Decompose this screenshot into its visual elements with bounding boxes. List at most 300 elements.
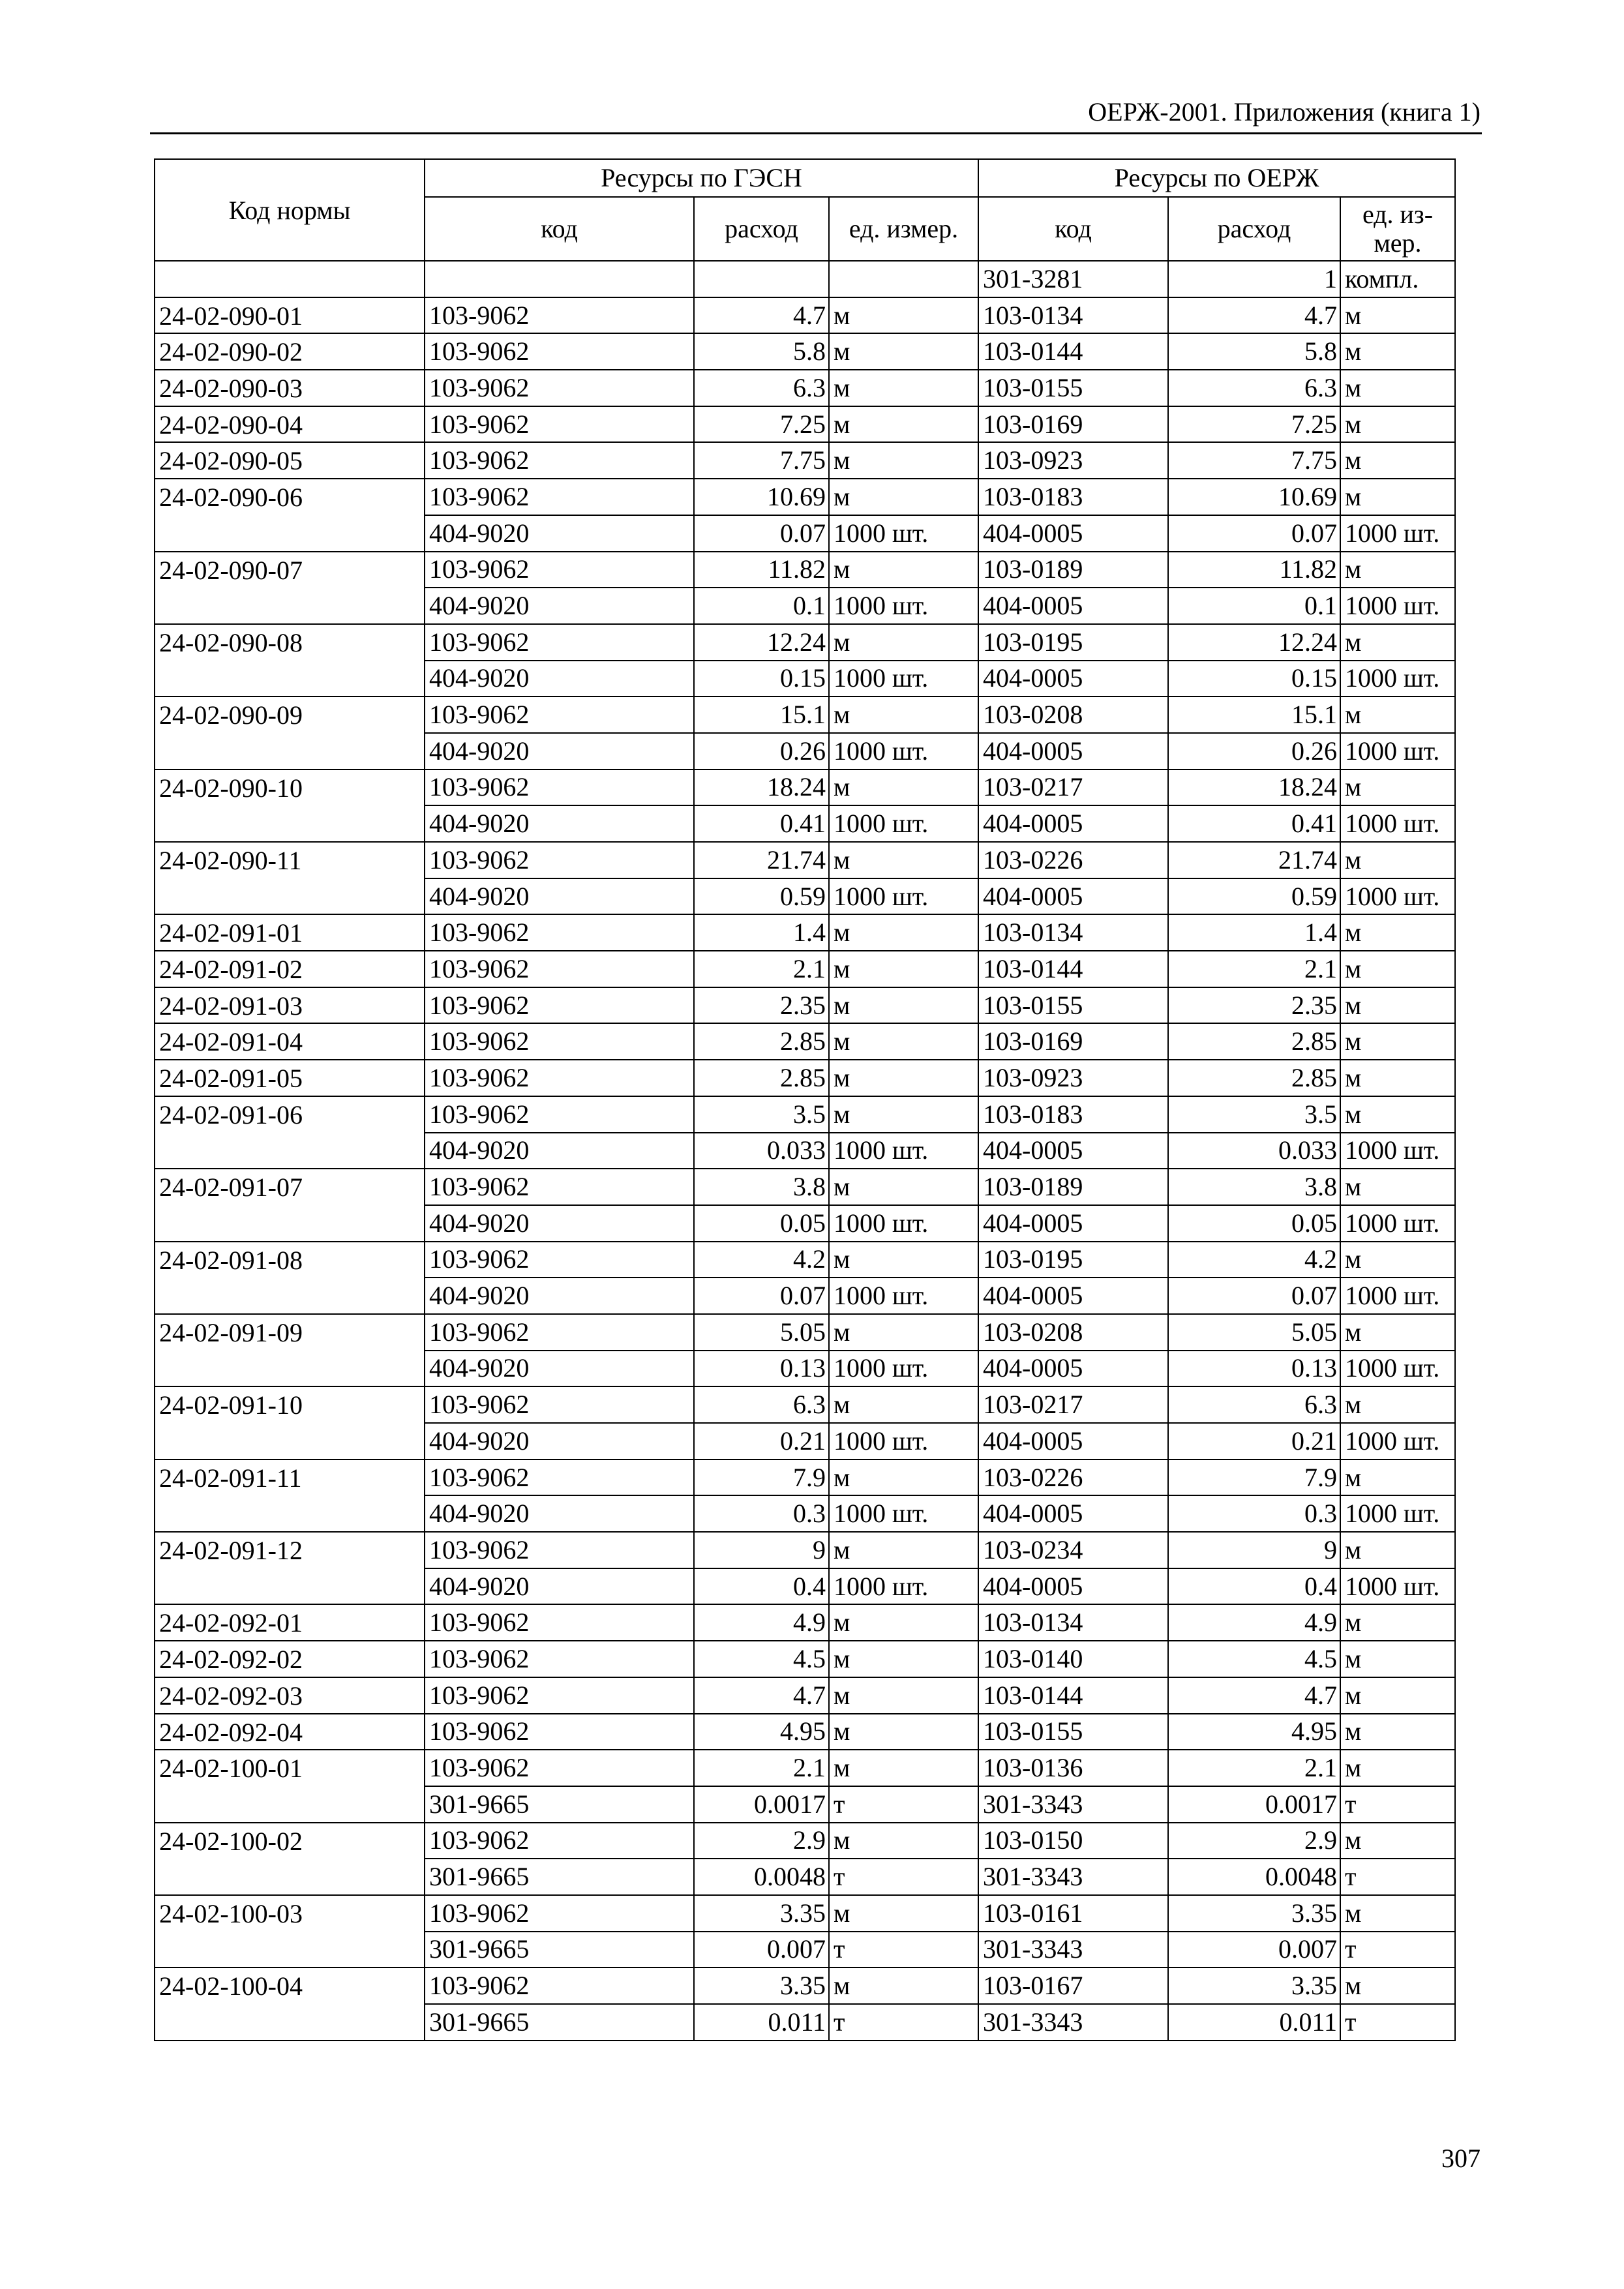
cell-oerzh-code: 103-0923: [978, 442, 1168, 479]
cell-gesn-amount: 4.9: [694, 1604, 829, 1641]
table-row: [155, 1023, 1455, 1060]
cell-oerzh-amount: 0.59: [1168, 878, 1340, 915]
table-row: [155, 479, 1455, 515]
cell-gesn-unit: м: [829, 1060, 978, 1096]
cell-gesn-amount: 3.5: [694, 1096, 829, 1133]
cell-gesn-unit: м: [829, 406, 978, 443]
cell-norm-code: 24-02-091-12: [155, 1532, 425, 1604]
cell-norm-code: 24-02-090-02: [155, 333, 425, 370]
cell-gesn-unit: м: [829, 1242, 978, 1278]
cell-oerzh-code: 103-0234: [978, 1532, 1168, 1568]
cell-oerzh-code: 103-0144: [978, 333, 1168, 370]
cell-oerzh-amount: 4.5: [1168, 1641, 1340, 1677]
cell-norm-code: 24-02-091-10: [155, 1386, 425, 1459]
cell-gesn-amount: 4.2: [694, 1242, 829, 1278]
cell-oerzh-amount: 18.24: [1168, 770, 1340, 806]
cell-oerzh-unit: м: [1340, 1641, 1455, 1677]
subheader-gesn-amount: расход: [694, 197, 829, 261]
cell-oerzh-code: 103-0208: [978, 1314, 1168, 1351]
cell-oerzh-unit: м: [1340, 1823, 1455, 1859]
cell-oerzh-amount: 0.0048: [1168, 1859, 1340, 1895]
cell-gesn-amount: 0.05: [694, 1205, 829, 1242]
cell-gesn-code: 103-9062: [425, 1532, 694, 1568]
cell-gesn-unit: м: [829, 1532, 978, 1568]
cell-oerzh-code: 103-0189: [978, 552, 1168, 588]
cell-gesn-amount: 4.95: [694, 1714, 829, 1750]
cell-gesn-amount: 2.9: [694, 1823, 829, 1859]
cell-gesn-code: 103-9062: [425, 624, 694, 661]
cell-oerzh-code: 103-0134: [978, 914, 1168, 951]
cell-oerzh-code: 404-0005: [978, 661, 1168, 697]
cell-oerzh-code: 103-0217: [978, 1386, 1168, 1423]
cell-gesn-unit: м: [829, 1967, 978, 2004]
cell-oerzh-unit: 1000 шт.: [1340, 515, 1455, 552]
cell-oerzh-unit: 1000 шт.: [1340, 733, 1455, 770]
cell-gesn-code: 103-9062: [425, 1023, 694, 1060]
table-row: [155, 1641, 1455, 1677]
cell-norm-code: 24-02-090-05: [155, 442, 425, 479]
cell-oerzh-amount: 1: [1168, 261, 1340, 297]
cell-oerzh-code: 103-0144: [978, 1677, 1168, 1714]
cell-gesn-amount: [694, 261, 829, 297]
cell-oerzh-code: 103-0226: [978, 1459, 1168, 1496]
cell-gesn-code: 404-9020: [425, 1351, 694, 1387]
cell-gesn-unit: м: [829, 333, 978, 370]
cell-gesn-amount: 21.74: [694, 842, 829, 878]
cell-oerzh-code: 103-0161: [978, 1895, 1168, 1932]
cell-gesn-amount: 0.0048: [694, 1859, 829, 1895]
cell-oerzh-amount: 0.15: [1168, 661, 1340, 697]
cell-gesn-amount: 3.35: [694, 1967, 829, 2004]
cell-gesn-amount: 0.3: [694, 1495, 829, 1532]
cell-norm-code: [155, 261, 425, 297]
cell-gesn-code: 103-9062: [425, 770, 694, 806]
cell-gesn-amount: 2.85: [694, 1023, 829, 1060]
cell-oerzh-code: 103-0226: [978, 842, 1168, 878]
cell-norm-code: 24-02-090-10: [155, 770, 425, 842]
cell-oerzh-unit: м: [1340, 1714, 1455, 1750]
cell-gesn-amount: 0.13: [694, 1351, 829, 1387]
cell-gesn-code: 103-9062: [425, 1386, 694, 1423]
cell-oerzh-unit: м: [1340, 1895, 1455, 1932]
cell-oerzh-amount: 2.1: [1168, 951, 1340, 987]
cell-oerzh-amount: 7.25: [1168, 406, 1340, 443]
table-row: [155, 696, 1455, 733]
cell-gesn-amount: 0.15: [694, 661, 829, 697]
cell-norm-code: 24-02-090-08: [155, 624, 425, 696]
subheader-gesn-code: код: [425, 197, 694, 261]
cell-gesn-unit: м: [829, 1641, 978, 1677]
table-row: [155, 1060, 1455, 1096]
table-header: [155, 159, 1455, 261]
cell-oerzh-unit: м: [1340, 406, 1455, 443]
cell-gesn-unit: 1000 шт.: [829, 1495, 978, 1532]
cell-oerzh-code: 404-0005: [978, 733, 1168, 770]
cell-oerzh-code: 301-3281: [978, 261, 1168, 297]
table-row: [155, 842, 1455, 878]
cell-oerzh-unit: м: [1340, 1096, 1455, 1133]
cell-oerzh-unit: м: [1340, 1604, 1455, 1641]
cell-gesn-code: 404-9020: [425, 805, 694, 842]
table-row: [155, 951, 1455, 987]
cell-oerzh-amount: 2.9: [1168, 1823, 1340, 1859]
cell-oerzh-amount: 15.1: [1168, 696, 1340, 733]
cell-oerzh-unit: м: [1340, 624, 1455, 661]
cell-gesn-unit: м: [829, 1895, 978, 1932]
cell-gesn-unit: м: [829, 370, 978, 406]
cell-gesn-code: 404-9020: [425, 1133, 694, 1169]
cell-oerzh-code: 404-0005: [978, 588, 1168, 624]
cell-gesn-amount: 3.8: [694, 1169, 829, 1205]
cell-norm-code: 24-02-091-07: [155, 1169, 425, 1241]
cell-gesn-unit: 1000 шт.: [829, 1423, 978, 1459]
cell-oerzh-amount: 3.8: [1168, 1169, 1340, 1205]
cell-oerzh-unit: 1000 шт.: [1340, 588, 1455, 624]
cell-oerzh-code: 404-0005: [978, 1133, 1168, 1169]
table-row: [155, 1823, 1455, 1859]
cell-norm-code: 24-02-091-08: [155, 1242, 425, 1314]
table-row: [155, 1895, 1455, 1932]
table-row: [155, 406, 1455, 443]
cell-gesn-unit: 1000 шт.: [829, 1278, 978, 1314]
cell-gesn-unit: 1000 шт.: [829, 733, 978, 770]
cell-oerzh-amount: 4.2: [1168, 1242, 1340, 1278]
cell-gesn-amount: 0.59: [694, 878, 829, 915]
cell-oerzh-code: 103-0189: [978, 1169, 1168, 1205]
cell-gesn-code: 103-9062: [425, 1242, 694, 1278]
cell-oerzh-unit: 1000 шт.: [1340, 1278, 1455, 1314]
cell-oerzh-amount: 6.3: [1168, 370, 1340, 406]
cell-gesn-code: 103-9062: [425, 370, 694, 406]
cell-norm-code: 24-02-091-05: [155, 1060, 425, 1096]
cell-oerzh-unit: м: [1340, 297, 1455, 334]
cell-oerzh-code: 404-0005: [978, 1423, 1168, 1459]
cell-gesn-unit: 1000 шт.: [829, 1568, 978, 1605]
cell-gesn-code: 404-9020: [425, 1568, 694, 1605]
cell-norm-code: 24-02-091-04: [155, 1023, 425, 1060]
cell-oerzh-amount: 10.69: [1168, 479, 1340, 515]
cell-gesn-amount: 4.5: [694, 1641, 829, 1677]
table-row: [155, 987, 1455, 1024]
cell-oerzh-unit: м: [1340, 1060, 1455, 1096]
cell-gesn-unit: т: [829, 1932, 978, 1968]
table-row: [155, 914, 1455, 951]
cell-norm-code: 24-02-091-01: [155, 914, 425, 951]
cell-oerzh-amount: 0.26: [1168, 733, 1340, 770]
cell-gesn-unit: 1000 шт.: [829, 805, 978, 842]
cell-norm-code: 24-02-091-11: [155, 1459, 425, 1532]
table-row: [155, 297, 1455, 334]
cell-oerzh-amount: 7.9: [1168, 1459, 1340, 1496]
cell-oerzh-unit: т: [1340, 1859, 1455, 1895]
cell-norm-code: 24-02-100-02: [155, 1823, 425, 1895]
cell-gesn-unit: м: [829, 770, 978, 806]
cell-oerzh-unit: т: [1340, 2004, 1455, 2041]
cell-gesn-unit: м: [829, 842, 978, 878]
cell-oerzh-unit: м: [1340, 552, 1455, 588]
cell-oerzh-amount: 0.007: [1168, 1932, 1340, 1968]
cell-norm-code: 24-02-091-09: [155, 1314, 425, 1386]
cell-gesn-unit: м: [829, 1604, 978, 1641]
col-group-oerzh: Ресурсы по ОЕРЖ: [978, 159, 1455, 197]
cell-oerzh-amount: 0.4: [1168, 1568, 1340, 1605]
cell-gesn-code: 404-9020: [425, 1495, 694, 1532]
cell-norm-code: 24-02-092-04: [155, 1714, 425, 1750]
cell-gesn-unit: м: [829, 297, 978, 334]
cell-gesn-code: 103-9062: [425, 1459, 694, 1496]
cell-gesn-code: 103-9062: [425, 1641, 694, 1677]
cell-gesn-unit: 1000 шт.: [829, 515, 978, 552]
cell-oerzh-unit: м: [1340, 1242, 1455, 1278]
cell-oerzh-unit: м: [1340, 1677, 1455, 1714]
cell-gesn-code: 404-9020: [425, 588, 694, 624]
header-rule: [150, 132, 1482, 134]
cell-oerzh-code: 404-0005: [978, 805, 1168, 842]
cell-oerzh-unit: м: [1340, 1750, 1455, 1786]
cell-gesn-amount: 0.21: [694, 1423, 829, 1459]
cell-gesn-code: 103-9062: [425, 1895, 694, 1932]
cell-gesn-code: 404-9020: [425, 878, 694, 915]
cell-oerzh-unit: м: [1340, 479, 1455, 515]
cell-gesn-code: 103-9062: [425, 442, 694, 479]
cell-oerzh-code: 404-0005: [978, 1205, 1168, 1242]
cell-oerzh-unit: м: [1340, 1386, 1455, 1423]
cell-gesn-code: 103-9062: [425, 696, 694, 733]
cell-gesn-unit: 1000 шт.: [829, 1351, 978, 1387]
cell-gesn-code: 103-9062: [425, 1677, 694, 1714]
cell-oerzh-code: 103-0134: [978, 297, 1168, 334]
cell-oerzh-amount: 0.41: [1168, 805, 1340, 842]
cell-gesn-amount: 18.24: [694, 770, 829, 806]
cell-oerzh-amount: 0.07: [1168, 1278, 1340, 1314]
cell-oerzh-amount: 0.3: [1168, 1495, 1340, 1532]
cell-oerzh-amount: 2.85: [1168, 1060, 1340, 1096]
cell-gesn-unit: м: [829, 696, 978, 733]
table-row: [155, 1967, 1455, 2004]
cell-oerzh-code: 103-0923: [978, 1060, 1168, 1096]
col-header-code-norm: Код нормы: [155, 159, 425, 261]
table-row: [155, 1096, 1455, 1133]
cell-gesn-code: 103-9062: [425, 1823, 694, 1859]
cell-oerzh-code: 301-3343: [978, 1932, 1168, 1968]
subheader-oerzh-unit: ед. из-мер.: [1340, 197, 1455, 261]
cell-gesn-amount: 6.3: [694, 1386, 829, 1423]
cell-oerzh-amount: 3.35: [1168, 1895, 1340, 1932]
cell-oerzh-code: 103-0195: [978, 1242, 1168, 1278]
cell-norm-code: 24-02-091-02: [155, 951, 425, 987]
subheader-oerzh-code: код: [978, 197, 1168, 261]
cell-oerzh-code: 103-0167: [978, 1967, 1168, 2004]
cell-norm-code: 24-02-091-06: [155, 1096, 425, 1169]
cell-oerzh-unit: м: [1340, 770, 1455, 806]
cell-oerzh-unit: 1000 шт.: [1340, 878, 1455, 915]
cell-gesn-code: 301-9665: [425, 1859, 694, 1895]
cell-gesn-amount: 5.05: [694, 1314, 829, 1351]
cell-gesn-code: 301-9665: [425, 2004, 694, 2041]
table-row: [155, 552, 1455, 588]
cell-oerzh-amount: 21.74: [1168, 842, 1340, 878]
cell-gesn-unit: 1000 шт.: [829, 878, 978, 915]
cell-norm-code: 24-02-090-04: [155, 406, 425, 443]
cell-oerzh-code: 103-0155: [978, 370, 1168, 406]
cell-norm-code: 24-02-090-06: [155, 479, 425, 551]
cell-gesn-code: 103-9062: [425, 297, 694, 334]
cell-oerzh-code: 404-0005: [978, 878, 1168, 915]
cell-gesn-code: 103-9062: [425, 1604, 694, 1641]
cell-gesn-code: [425, 261, 694, 297]
cell-gesn-amount: 0.007: [694, 1932, 829, 1968]
table-row: [155, 370, 1455, 406]
cell-gesn-amount: 2.85: [694, 1060, 829, 1096]
cell-oerzh-code: 404-0005: [978, 1351, 1168, 1387]
cell-oerzh-code: 103-0217: [978, 770, 1168, 806]
cell-gesn-amount: 2.1: [694, 951, 829, 987]
cell-oerzh-amount: 0.05: [1168, 1205, 1340, 1242]
cell-gesn-unit: м: [829, 1677, 978, 1714]
cell-gesn-amount: 12.24: [694, 624, 829, 661]
cell-gesn-amount: 5.8: [694, 333, 829, 370]
cell-oerzh-unit: м: [1340, 914, 1455, 951]
cell-gesn-unit: т: [829, 1859, 978, 1895]
cell-gesn-code: 103-9062: [425, 479, 694, 515]
cell-gesn-code: 404-9020: [425, 1278, 694, 1314]
cell-oerzh-amount: 9: [1168, 1532, 1340, 1568]
cell-oerzh-amount: 0.0017: [1168, 1786, 1340, 1823]
cell-gesn-amount: 11.82: [694, 552, 829, 588]
cell-gesn-amount: 2.35: [694, 987, 829, 1024]
cell-oerzh-amount: 0.011: [1168, 2004, 1340, 2041]
cell-norm-code: 24-02-100-04: [155, 1967, 425, 2040]
cell-oerzh-amount: 2.1: [1168, 1750, 1340, 1786]
cell-gesn-code: 404-9020: [425, 733, 694, 770]
cell-oerzh-amount: 12.24: [1168, 624, 1340, 661]
cell-gesn-unit: [829, 261, 978, 297]
cell-gesn-unit: м: [829, 624, 978, 661]
cell-oerzh-code: 103-0183: [978, 479, 1168, 515]
cell-gesn-unit: 1000 шт.: [829, 1205, 978, 1242]
cell-gesn-amount: 0.4: [694, 1568, 829, 1605]
cell-gesn-unit: м: [829, 1714, 978, 1750]
cell-gesn-code: 103-9062: [425, 951, 694, 987]
cell-oerzh-unit: м: [1340, 696, 1455, 733]
cell-oerzh-unit: 1000 шт.: [1340, 1495, 1455, 1532]
cell-oerzh-unit: м: [1340, 1967, 1455, 2004]
cell-norm-code: 24-02-090-07: [155, 552, 425, 624]
cell-gesn-amount: 0.1: [694, 588, 829, 624]
cell-gesn-amount: 0.011: [694, 2004, 829, 2041]
cell-gesn-amount: 0.07: [694, 515, 829, 552]
table-row: [155, 1714, 1455, 1750]
cell-gesn-unit: м: [829, 1023, 978, 1060]
cell-gesn-code: 404-9020: [425, 1205, 694, 1242]
cell-gesn-unit: м: [829, 1459, 978, 1496]
cell-oerzh-amount: 7.75: [1168, 442, 1340, 479]
cell-oerzh-amount: 5.8: [1168, 333, 1340, 370]
cell-gesn-code: 103-9062: [425, 1060, 694, 1096]
cell-oerzh-unit: м: [1340, 842, 1455, 878]
cell-gesn-unit: м: [829, 1096, 978, 1133]
table-row: [155, 333, 1455, 370]
table-row: [155, 1386, 1455, 1423]
cell-oerzh-unit: м: [1340, 1532, 1455, 1568]
running-head-title: ОЕРЖ-2001. Приложения (книга 1): [1088, 97, 1481, 127]
cell-oerzh-code: 103-0136: [978, 1750, 1168, 1786]
cell-oerzh-amount: 1.4: [1168, 914, 1340, 951]
table-row: [155, 624, 1455, 661]
cell-gesn-amount: 0.41: [694, 805, 829, 842]
cell-oerzh-amount: 3.35: [1168, 1967, 1340, 2004]
cell-gesn-code: 103-9062: [425, 842, 694, 878]
table-row: [155, 1314, 1455, 1351]
cell-gesn-unit: м: [829, 1386, 978, 1423]
cell-oerzh-code: 301-3343: [978, 1859, 1168, 1895]
cell-gesn-amount: 3.35: [694, 1895, 829, 1932]
cell-norm-code: 24-02-090-09: [155, 696, 425, 769]
cell-oerzh-unit: м: [1340, 1169, 1455, 1205]
cell-norm-code: 24-02-091-03: [155, 987, 425, 1024]
cell-gesn-amount: 7.25: [694, 406, 829, 443]
resources-table: [154, 158, 1456, 2041]
table-body: [155, 261, 1455, 2041]
cell-gesn-code: 404-9020: [425, 515, 694, 552]
cell-gesn-unit: м: [829, 442, 978, 479]
cell-gesn-code: 103-9062: [425, 1096, 694, 1133]
table-row: [155, 1750, 1455, 1786]
cell-gesn-amount: 4.7: [694, 1677, 829, 1714]
cell-gesn-amount: 4.7: [694, 297, 829, 334]
cell-norm-code: 24-02-090-01: [155, 297, 425, 334]
cell-oerzh-code: 301-3343: [978, 2004, 1168, 2041]
page-number: 307: [1441, 2144, 1481, 2173]
cell-gesn-code: 103-9062: [425, 552, 694, 588]
cell-gesn-unit: 1000 шт.: [829, 1133, 978, 1169]
cell-oerzh-unit: м: [1340, 442, 1455, 479]
cell-oerzh-amount: 0.07: [1168, 515, 1340, 552]
cell-gesn-code: 103-9062: [425, 1314, 694, 1351]
table-row: [155, 261, 1455, 297]
cell-oerzh-code: 103-0169: [978, 406, 1168, 443]
cell-norm-code: 24-02-100-01: [155, 1750, 425, 1822]
cell-gesn-amount: 0.26: [694, 733, 829, 770]
cell-gesn-code: 103-9062: [425, 406, 694, 443]
cell-gesn-unit: м: [829, 914, 978, 951]
cell-oerzh-code: 103-0155: [978, 987, 1168, 1024]
cell-gesn-code: 103-9062: [425, 1967, 694, 2004]
cell-oerzh-amount: 4.9: [1168, 1604, 1340, 1641]
cell-oerzh-code: 404-0005: [978, 515, 1168, 552]
subheader-oerzh-amount: расход: [1168, 197, 1340, 261]
cell-oerzh-unit: м: [1340, 333, 1455, 370]
cell-gesn-unit: т: [829, 2004, 978, 2041]
cell-gesn-amount: 7.75: [694, 442, 829, 479]
cell-gesn-code: 404-9020: [425, 1423, 694, 1459]
cell-gesn-code: 103-9062: [425, 1714, 694, 1750]
cell-oerzh-code: 103-0155: [978, 1714, 1168, 1750]
cell-gesn-unit: м: [829, 951, 978, 987]
table-row: [155, 1677, 1455, 1714]
cell-gesn-unit: м: [829, 1823, 978, 1859]
cell-oerzh-amount: 0.033: [1168, 1133, 1340, 1169]
table-row: [155, 1169, 1455, 1205]
cell-oerzh-amount: 2.35: [1168, 987, 1340, 1024]
cell-gesn-amount: 0.07: [694, 1278, 829, 1314]
cell-gesn-code: 103-9062: [425, 987, 694, 1024]
cell-gesn-unit: м: [829, 552, 978, 588]
cell-oerzh-code: 103-0144: [978, 951, 1168, 987]
cell-gesn-code: 103-9062: [425, 1750, 694, 1786]
cell-oerzh-code: 103-0150: [978, 1823, 1168, 1859]
cell-norm-code: 24-02-092-03: [155, 1677, 425, 1714]
